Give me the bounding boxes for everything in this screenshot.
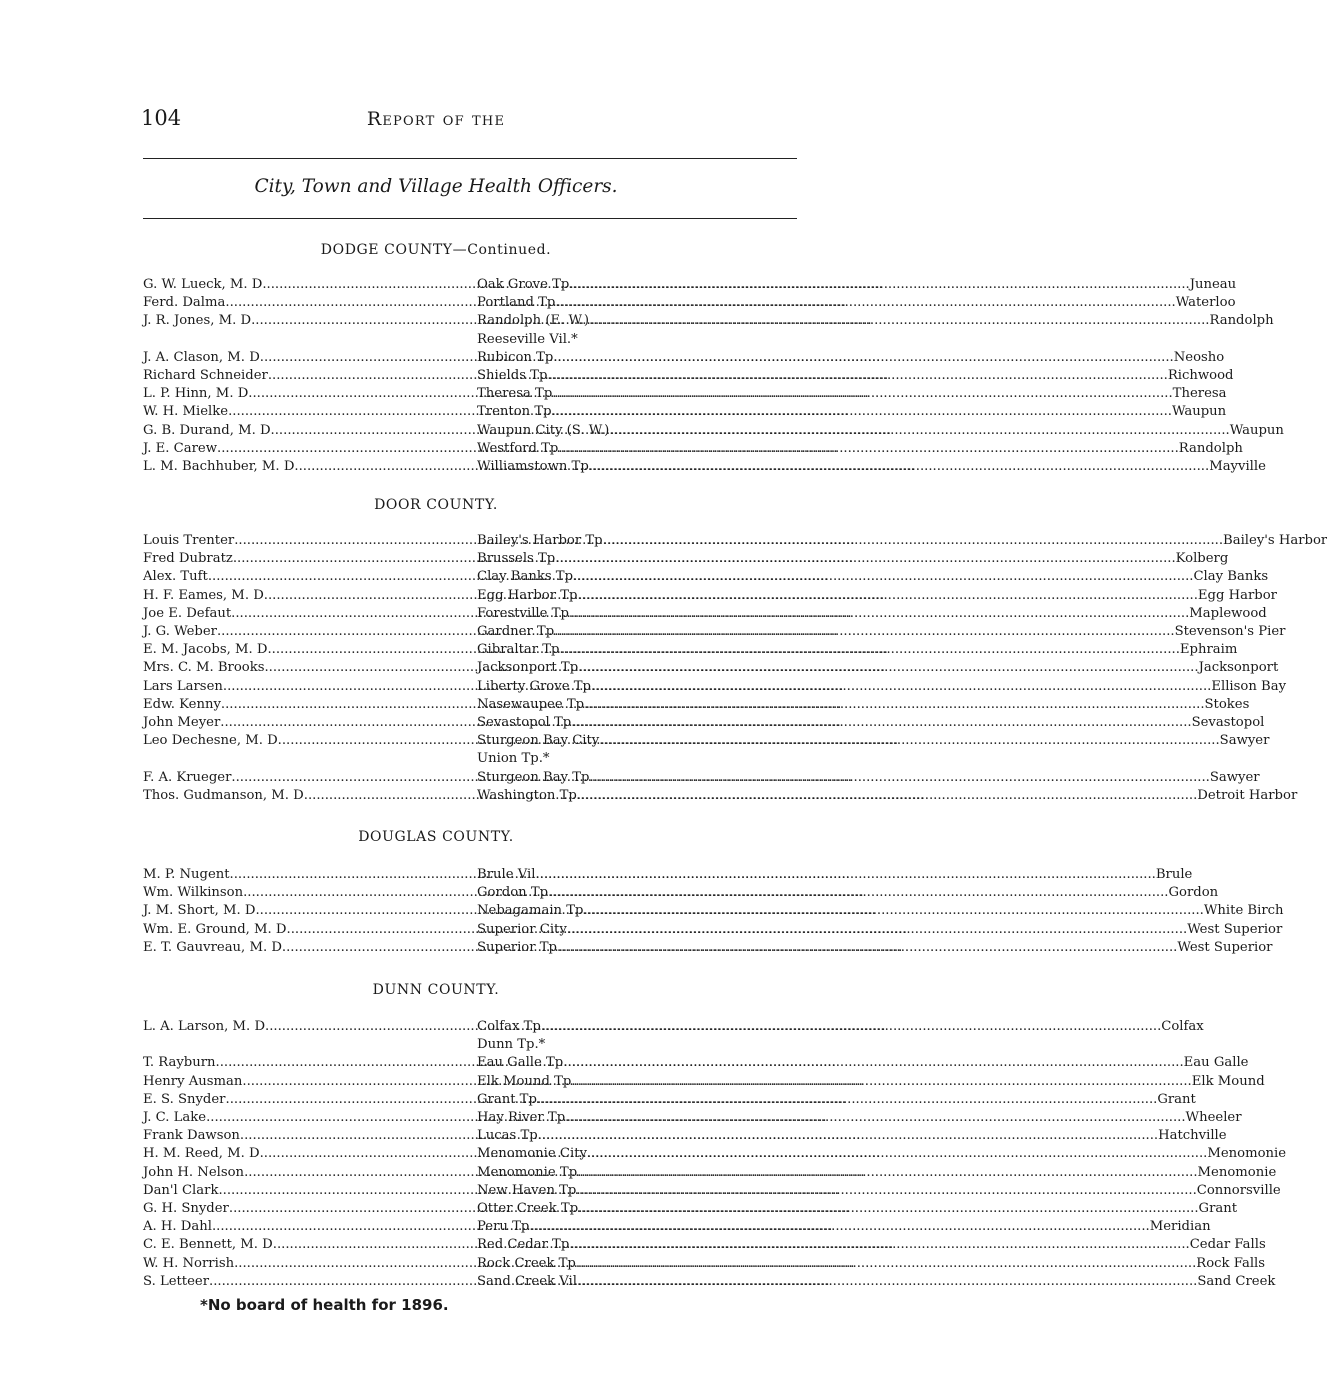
- municipality: Williamstown Tp: [477, 459, 589, 474]
- place-cell: [477, 349, 1225, 367]
- municipality: Waupun City (S. W.): [477, 422, 610, 438]
- dot-leader: [571, 1073, 1191, 1091]
- officer-row: [143, 550, 1229, 568]
- officer-row: [143, 587, 1277, 605]
- place-cell: [477, 294, 1236, 312]
- municipality: Gordon Tp: [477, 885, 549, 901]
- municipality: Nebagamain Tp: [477, 903, 584, 919]
- municipality: Forestville Tp: [477, 605, 569, 621]
- municipality: Union Tp.*: [477, 751, 550, 767]
- place-cell: [477, 787, 1298, 805]
- footnote: *No board of health for 1896.: [200, 1296, 449, 1314]
- municipality: Superior Tp: [477, 939, 557, 955]
- officer-row: [143, 1236, 1266, 1254]
- municipality: Red Cedar Tp: [477, 1237, 570, 1253]
- dot-leader: [552, 403, 1172, 421]
- page-subtitle: City, Town and Village Health Officers.: [254, 176, 618, 197]
- municipality: Hay River Tp: [477, 1110, 566, 1125]
- post-office: Ephraim: [1179, 642, 1238, 658]
- officer-name: Fred Dubratz: [143, 551, 233, 567]
- dot-leader: [552, 385, 1172, 403]
- officer-row: [143, 312, 1274, 330]
- officer-row: [143, 1036, 799, 1054]
- officer-name: J. R. Jones, M. D: [143, 313, 252, 329]
- county-heading: DODGE COUNTY—Continued.: [320, 242, 552, 258]
- dot-leader: [589, 458, 1209, 476]
- municipality: New Haven Tp: [477, 1182, 577, 1198]
- place-cell: [477, 1218, 1211, 1236]
- officer-row: [143, 349, 1225, 367]
- officer-name: C. E. Bennett, M. D: [143, 1237, 273, 1253]
- officer-name: Lars Larsen: [143, 678, 223, 694]
- dot-leader: [603, 532, 1223, 550]
- officer-row: [143, 1127, 1227, 1145]
- post-office: Waterloo: [1175, 295, 1236, 311]
- municipality: Reeseville Vil.*: [477, 331, 578, 347]
- municipality: Portland Tp: [477, 295, 556, 311]
- officer-name: S. Letteer: [143, 1273, 210, 1289]
- officer-row: [143, 367, 1234, 385]
- place-cell: [477, 1164, 1277, 1182]
- running-head-rest: eport of the: [382, 108, 506, 130]
- officer-name: G. B. Durand, M. D: [143, 422, 271, 438]
- post-office: West Superior: [1177, 939, 1273, 955]
- dot-leader: [571, 714, 1191, 732]
- place-cell: [477, 714, 1265, 732]
- officer-row: [143, 276, 1237, 294]
- municipality: Otter Creek Tp: [477, 1201, 579, 1216]
- dot-leader: [557, 939, 1177, 957]
- officer-row: [143, 939, 1273, 957]
- officer-row: [143, 1164, 1277, 1182]
- place-cell: [477, 641, 1238, 659]
- post-office: Stevenson's Pier: [1174, 624, 1286, 639]
- dot-leader: [569, 605, 1189, 623]
- place-cell: [477, 902, 1284, 920]
- officer-row: [143, 750, 799, 768]
- municipality: Randolph (E. W.): [477, 313, 590, 329]
- dot-leader: [559, 641, 1179, 659]
- officer-name: Dan'l Clark: [143, 1182, 219, 1198]
- dot-leader: [563, 1054, 1183, 1072]
- post-office: White Birch: [1203, 903, 1284, 919]
- place-cell: [477, 1091, 1196, 1109]
- post-office: Jacksonport: [1198, 660, 1279, 676]
- post-office: Egg Harbor: [1197, 587, 1277, 603]
- post-office: Richwood: [1167, 368, 1234, 383]
- place-cell: [477, 403, 1227, 421]
- dot-leader: [538, 1127, 1158, 1145]
- municipality: Lucas Tp: [477, 1128, 538, 1144]
- post-office: Colfax: [1161, 1019, 1204, 1034]
- county-heading: DUNN COUNTY.: [372, 982, 500, 998]
- place-cell: [477, 312, 1274, 330]
- officer-row: [143, 641, 1238, 659]
- officer-row: [143, 458, 1266, 476]
- post-office: Gordon: [1168, 885, 1219, 901]
- officer-name: Edw. Kenny: [143, 696, 221, 712]
- municipality: Sturgeon Bay Tp: [477, 769, 590, 785]
- place-cell: [477, 587, 1277, 605]
- post-office: Randolph: [1209, 313, 1274, 329]
- officer-name: L. M. Bachhuber, M. D: [143, 459, 295, 474]
- post-office: Eau Galle: [1183, 1055, 1249, 1071]
- place-cell: [477, 1236, 1266, 1254]
- municipality: Egg Harbor Tp: [477, 587, 578, 603]
- running-head: [0, 108, 872, 130]
- post-office: Ellison Bay: [1211, 678, 1287, 694]
- officer-row: [143, 1018, 1204, 1036]
- municipality: Brussels Tp: [477, 551, 556, 567]
- dot-leader: [565, 1109, 1185, 1127]
- officer-name: F. A. Krueger: [143, 769, 232, 785]
- post-office: Sawyer: [1219, 733, 1270, 749]
- place-cell: [477, 921, 1283, 939]
- officer-row: [143, 568, 1269, 586]
- post-office: Grant: [1157, 1091, 1196, 1107]
- officer-name: J. E. Carew: [143, 440, 218, 456]
- post-office: Theresa: [1172, 386, 1227, 402]
- municipality: Menomonie Tp: [477, 1164, 578, 1180]
- municipality: Westford Tp: [477, 440, 559, 456]
- municipality: Sevastopol Tp: [477, 715, 572, 730]
- dot-leader: [587, 1145, 1207, 1163]
- dot-leader: [583, 902, 1203, 920]
- officer-name: G. W. Lueck, M. D: [143, 277, 263, 292]
- officer-name: L. P. Hinn, M. D: [143, 386, 249, 402]
- dot-leader: [576, 1182, 1196, 1200]
- officer-name: Wm. E. Ground, M. D: [143, 921, 287, 937]
- place-cell: [477, 696, 1250, 714]
- municipality: Grant Tp: [477, 1091, 537, 1107]
- place-cell: [477, 1127, 1227, 1145]
- post-office: Grant: [1198, 1201, 1238, 1216]
- place-cell: [477, 550, 1229, 568]
- place-cell: [477, 1255, 1266, 1273]
- municipality: Sand Creek Vil: [477, 1273, 577, 1289]
- place-cell: [477, 532, 1327, 550]
- officer-name: J. G. Weber: [143, 624, 217, 639]
- dot-leader: [567, 921, 1187, 939]
- officer-row: [143, 866, 1193, 884]
- municipality: Brule Vil: [477, 867, 536, 882]
- officer-row: [143, 1200, 1238, 1218]
- post-office: Connorsville: [1196, 1182, 1281, 1198]
- post-office: Cedar Falls: [1189, 1237, 1266, 1253]
- dot-leader: [591, 678, 1211, 696]
- county-heading: DOOR COUNTY.: [374, 497, 498, 513]
- municipality: Dunn Tp.*: [477, 1037, 546, 1053]
- place-cell: [477, 422, 1284, 440]
- officer-row: [143, 1073, 1265, 1091]
- officer-row: [143, 732, 1270, 750]
- officer-row: [143, 331, 799, 349]
- officer-row: [143, 422, 1284, 440]
- officer-name: Thos. Gudmanson, M. D: [143, 787, 304, 803]
- place-cell: [477, 1182, 1281, 1200]
- officer-name: Henry Ausman: [143, 1073, 243, 1089]
- officer-name: Mrs. C. M. Brooks: [143, 660, 265, 676]
- municipality: Theresa Tp: [477, 386, 553, 402]
- officer-row: [143, 1109, 1242, 1127]
- place-cell: [477, 678, 1287, 696]
- municipality: Rock Creek Tp: [477, 1255, 576, 1271]
- officer-name: J. M. Short, M. D: [143, 903, 256, 919]
- officer-row: [143, 659, 1279, 677]
- post-office: Meridian: [1149, 1219, 1211, 1235]
- officer-name: J. A. Clason, M. D: [143, 349, 260, 365]
- post-office: Stokes: [1204, 696, 1250, 712]
- officer-row: [143, 1182, 1281, 1200]
- officer-row: [143, 769, 1260, 787]
- post-office: Maplewood: [1189, 605, 1267, 621]
- dot-leader: [584, 696, 1204, 714]
- dot-leader: [578, 659, 1198, 677]
- officer-row: [143, 884, 1219, 902]
- place-cell: [477, 1200, 1238, 1218]
- dot-leader: [569, 1236, 1189, 1254]
- officer-name: M. P. Nugent: [143, 867, 230, 882]
- dot-leader: [548, 884, 1168, 902]
- officer-row: [143, 605, 1267, 623]
- post-office: Detroit Harbor: [1197, 787, 1298, 803]
- municipality: Oak Grove Tp: [477, 277, 570, 292]
- place-cell: [477, 276, 1237, 294]
- dot-leader: [535, 866, 1155, 884]
- dot-leader: [577, 1164, 1197, 1182]
- place-cell: [477, 440, 1243, 458]
- dot-leader: [577, 787, 1197, 805]
- officer-name: Richard Schneider: [143, 368, 268, 383]
- post-office: Mayville: [1209, 459, 1266, 474]
- post-office: Waupun: [1229, 422, 1284, 438]
- officer-name: Louis Trenter: [143, 533, 235, 548]
- dot-leader: [589, 769, 1209, 787]
- municipality: Liberty Grove Tp: [477, 678, 591, 694]
- dot-leader: [554, 623, 1174, 641]
- post-office: West Superior: [1187, 921, 1283, 937]
- place-cell: [477, 385, 1227, 403]
- officer-row: [143, 921, 1283, 939]
- municipality: Superior City: [477, 921, 567, 937]
- place-cell: [477, 1073, 1265, 1091]
- dot-leader: [555, 294, 1175, 312]
- dot-leader: [599, 732, 1219, 750]
- dot-leader: [577, 1273, 1197, 1291]
- place-cell: [477, 939, 1273, 957]
- post-office: Juneau: [1189, 277, 1237, 292]
- municipality: Nasewaupee Tp: [477, 696, 585, 712]
- officer-row: [143, 1255, 1266, 1273]
- officer-row: [143, 678, 1287, 696]
- dot-leader: [555, 550, 1175, 568]
- officer-row: [143, 1273, 1276, 1291]
- dot-leader: [529, 1218, 1149, 1236]
- place-cell: [477, 659, 1279, 677]
- officer-name: H. F. Eames, M. D: [143, 587, 264, 603]
- dot-leader: [541, 1018, 1161, 1036]
- municipality: Gardner Tp: [477, 624, 555, 639]
- place-cell: [477, 367, 1234, 385]
- post-office: Kolberg: [1175, 551, 1229, 567]
- dot-leader: [589, 312, 1209, 330]
- dot-leader: [573, 568, 1193, 586]
- municipality: Clay Banks Tp: [477, 569, 574, 585]
- post-office: Menomonie: [1207, 1146, 1287, 1162]
- officer-name: John H. Nelson: [143, 1164, 245, 1180]
- dot-leader: [558, 440, 1178, 458]
- officer-row: [143, 1054, 1249, 1072]
- municipality: Bailey's Harbor Tp: [477, 533, 603, 548]
- dot-leader: [547, 367, 1167, 385]
- post-office: Clay Banks: [1193, 569, 1269, 585]
- municipality: Shields Tp: [477, 368, 548, 383]
- officer-name: Joe E. Defaut: [143, 605, 232, 621]
- dot-leader: [537, 1091, 1157, 1109]
- officer-name: John Meyer: [143, 715, 221, 730]
- officer-name: Wm. Wilkinson: [143, 885, 244, 901]
- post-office: Sawyer: [1209, 769, 1260, 785]
- bottom-rule: [143, 218, 797, 219]
- place-cell: [477, 1036, 799, 1054]
- place-cell: [477, 1109, 1242, 1127]
- officer-row: [143, 440, 1243, 458]
- post-office: Waupun: [1171, 404, 1227, 420]
- municipality: Trenton Tp: [477, 404, 552, 420]
- place-cell: [477, 605, 1267, 623]
- officer-row: [143, 902, 1284, 920]
- post-office: Bailey's Harbor: [1223, 533, 1327, 548]
- dot-leader: [553, 349, 1173, 367]
- post-office: Sevastopol: [1191, 715, 1265, 730]
- post-office: Hatchville: [1158, 1128, 1227, 1144]
- place-cell: [477, 458, 1266, 476]
- officer-row: [143, 787, 1298, 805]
- post-office: Wheeler: [1185, 1110, 1242, 1125]
- officer-name: Leo Dechesne, M. D: [143, 733, 278, 749]
- place-cell: [477, 1145, 1287, 1163]
- post-office: Randolph: [1178, 440, 1243, 456]
- dot-leader: [569, 276, 1189, 294]
- place-cell: [477, 750, 799, 768]
- municipality: Eau Galle Tp: [477, 1055, 564, 1071]
- place-cell: [477, 568, 1269, 586]
- municipality: Elk Mound Tp: [477, 1073, 572, 1089]
- place-cell: [477, 769, 1260, 787]
- officer-row: [143, 294, 1236, 312]
- officer-name: W. H. Mielke: [143, 404, 229, 420]
- officer-name: Ferd. Dalma: [143, 295, 226, 311]
- officer-row: [143, 1091, 1196, 1109]
- post-office: Neosho: [1173, 349, 1225, 365]
- officer-row: [143, 696, 1250, 714]
- municipality: Sturgeon Bay City: [477, 733, 600, 749]
- municipality: Jacksonport Tp: [477, 660, 579, 676]
- dot-leader: [578, 1200, 1198, 1218]
- county-heading: DOUGLAS COUNTY.: [358, 829, 514, 845]
- officer-name: E. S. Snyder: [143, 1091, 226, 1107]
- post-office: Rock Falls: [1196, 1255, 1266, 1271]
- officer-name: T. Rayburn: [143, 1055, 216, 1071]
- place-cell: [477, 732, 1270, 750]
- place-cell: [477, 331, 799, 349]
- dot-leader: [609, 422, 1229, 440]
- officer-name: G. H. Snyder: [143, 1201, 229, 1216]
- officer-name: Alex. Tuft: [143, 569, 208, 585]
- officer-name: W. H. Norrish: [143, 1255, 235, 1271]
- place-cell: [477, 866, 1193, 884]
- top-rule: [143, 158, 797, 159]
- page-number: 104: [141, 106, 182, 130]
- post-office: Sand Creek: [1197, 1273, 1276, 1289]
- running-head-initial: R: [366, 108, 383, 130]
- officer-name: L. A. Larson, M. D: [143, 1019, 266, 1034]
- municipality: Washington Tp: [477, 787, 577, 803]
- officer-name: J. C. Lake: [143, 1110, 207, 1125]
- municipality: Rubicon Tp: [477, 349, 554, 365]
- municipality: Menomonie City: [477, 1146, 587, 1162]
- officer-row: [143, 385, 1227, 403]
- officer-name: Frank Dawson: [143, 1128, 240, 1144]
- dot-leader: [577, 587, 1197, 605]
- place-cell: [477, 1273, 1276, 1291]
- municipality: Colfax Tp: [477, 1019, 541, 1034]
- post-office: Menomonie: [1197, 1164, 1277, 1180]
- place-cell: [477, 1054, 1249, 1072]
- officer-row: [143, 403, 1227, 421]
- officer-name: E. M. Jacobs, M. D: [143, 642, 268, 658]
- officer-row: [143, 623, 1286, 641]
- municipality: Gibraltar Tp: [477, 642, 560, 658]
- officer-row: [143, 1145, 1287, 1163]
- officer-name: E. T. Gauvreau, M. D: [143, 939, 282, 955]
- officer-row: [143, 532, 1327, 550]
- officer-row: [143, 1218, 1211, 1236]
- place-cell: [477, 623, 1286, 641]
- dot-leader: [576, 1255, 1196, 1273]
- place-cell: [477, 884, 1219, 902]
- post-office: Elk Mound: [1191, 1073, 1265, 1089]
- officer-row: [143, 714, 1265, 732]
- place-cell: [477, 1018, 1204, 1036]
- post-office: Brule: [1155, 867, 1193, 882]
- municipality: Peru Tp: [477, 1219, 530, 1235]
- officer-name: A. H. Dahl: [143, 1219, 212, 1235]
- officer-name: H. M. Reed, M. D: [143, 1146, 260, 1162]
